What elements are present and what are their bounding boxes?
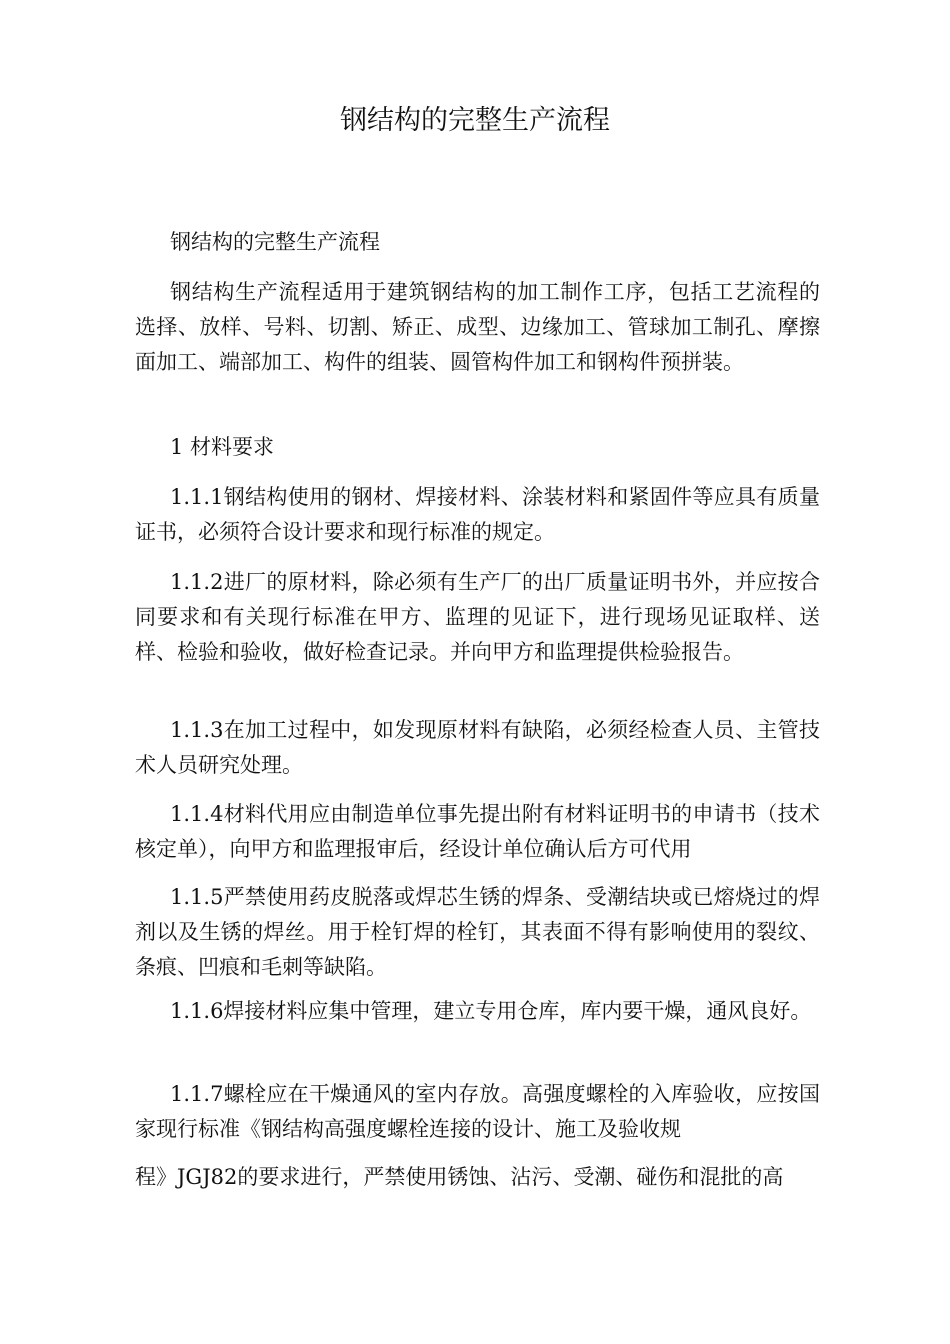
paragraph-1-1-5: 1.1.5严禁使用药皮脱落或焊芯生锈的焊条、受潮结块或已熔烧过的焊剂以及生锈的焊丝。用于栓钉焊的栓钉，其表面不得有影响使用的裂纹、条痕、凹痕和毛刺等缺陷。 [135,885,820,979]
intro-paragraph: 钢结构生产流程适用于建筑钢结构的加工制作工序，包括工艺流程的选择、放样、号料、切割、矫正、成型、边缘加工、管球加工制孔、摩擦面加工、端部加工、构件的组装、圆管构件加工和钢构件预拼装。 [135,280,820,374]
paragraph-1-1-2: 1.1.2进厂的原材料，除必须有生产厂的出厂质量证明书外，并应按合同要求和有关现行标准在甲方、监理的见证下，进行现场见证取样、送样、检验和验收，做好检查记录。并向甲方和监理提供检验报告。 [135,570,820,664]
document-subtitle: 钢结构的完整生产流程 [170,230,380,254]
paragraph-1-1-4: 1.1.4材料代用应由制造单位事先提出附有材料证明书的申请书（技术核定单），向甲方和监理报审后，经设计单位确认后方可代用 [135,802,820,861]
paragraph-1-1-3: 1.1.3在加工过程中，如发现原材料有缺陷，必须经检查人员、主管技术人员研究处理。 [135,718,820,777]
paragraph-1-1-7: 1.1.7螺栓应在干燥通风的室内存放。高强度螺栓的入库验收，应按国家现行标准《钢结构高强度螺栓连接的设计、施工及验收规 [135,1082,820,1141]
paragraph-1-1-1: 1.1.1钢结构使用的钢材、焊接材料、涂装材料和紧固件等应具有质量证书，必须符合设计要求和现行标准的规定。 [135,485,820,544]
paragraph-1-1-6: 1.1.6焊接材料应集中管理，建立专用仓库，库内要干燥，通风良好。 [170,999,812,1023]
document-title: 钢结构的完整生产流程 [340,105,610,136]
paragraph-1-1-7-continued: 程》JGJ82的要求进行，严禁使用锈蚀、沾污、受潮、碰伤和混批的高 [135,1165,784,1189]
section-heading-materials: 1 材料要求 [170,435,275,459]
